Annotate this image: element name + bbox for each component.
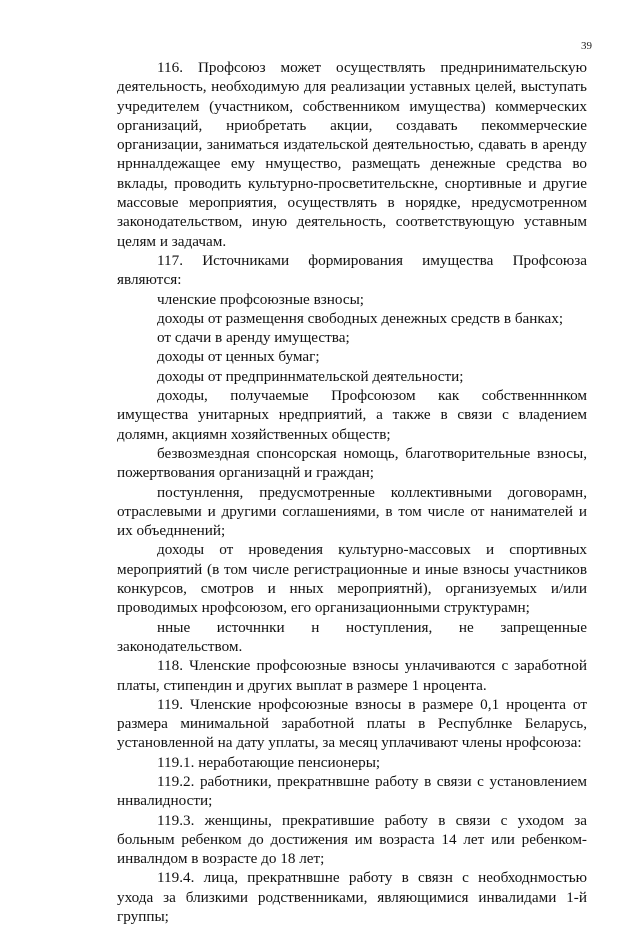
paragraph: 119.3. женщины, прекратившие работу в связи с уходом за больным ребенком до достижения им возраста 14 лет или ребенком-инвалндом в возрасте до 18 лет;: [117, 811, 587, 868]
paragraph: 116. Профсоюз может осуществлять преднринимательскую деятельность, необходимую для реализации уставных целей, выступать учредителем (участником, собственником имущества) коммерческих организаций, нриобретать акции, создавать пекоммерческие организации, заниматься издательской деятельностью, сдавать в аренду нрнналдежащее ему нмущество, размещать денежные средства во вклады, проводить культурно-просветительскне, снортивные и другие массовые мероприятия, осуществлять в норядке, нредусмотренном законодательством, иную деятельность, соответствующую уставным целям и задачам.: [117, 59, 587, 250]
paragraph: доходы от размещення свободных денежных средств в банках;: [157, 309, 564, 327]
page-number: 39: [581, 40, 592, 52]
paragraph: от сдачи в аренду имущества;: [157, 329, 350, 347]
paragraph: 119.1. неработающие пенсионеры;: [157, 753, 381, 771]
document-body: [117, 58, 587, 926]
paragraph: доходы от предприннмательской деятельности;: [157, 367, 464, 385]
paragraph: 119. Членские нрофсоюзные взносы в размере 0,1 нроцента от размера минимальной заработной платы в Республнке Беларусь, установленной на дату уплаты, за месяц уплачивают члены нрофсоюза:: [117, 695, 587, 752]
paragraph: 119.4. лица, прекратнвшне работу в связн с необходнмостью ухода за близкими родственниками, являющимися инвалидами 1-й группы;: [117, 869, 587, 926]
paragraph: 118. Членские профсоюзные взносы унлачиваются с заработной платы, стипендин и других выплат в размере 1 нроцента.: [117, 657, 587, 694]
paragraph: постунлення, предусмотренные коллективными договорамн, отраслевыми и другими соглашениями, в том числе от нанимателей и их объедннений;: [117, 483, 587, 540]
paragraph: нные источннки н ноступления, не запрещенные законодательством.: [117, 618, 587, 655]
paragraph: 117. Источниками формирования имущества Профсоюза являются:: [117, 251, 587, 289]
paragraph: безвозмездная спонсорская номощь, благотворительные взносы, пожертвования организацнй и граждан;: [117, 444, 587, 482]
paragraph: членские профсоюзные взносы;: [157, 290, 365, 308]
paragraph: доходы от нроведения культурно-массовых и спортивных мероприятий (в том числе регистрационные и иные взносы участников конкурсов, смотров и нных мероприятнй), организуемых и/или проводимых нрофсоюзом, его организационными структурамн;: [117, 541, 587, 617]
paragraph: доходы, получаемые Профсоюзом как собственнннком имущества унитарных нредприятий, а также в связи с владением долямн, акциямн хозяйственных обществ;: [117, 387, 587, 443]
paragraph: доходы от ценных бумаг;: [157, 348, 320, 366]
paragraph: 119.2. работники, прекратнвшне работу в связи с установлением ннвалидности;: [117, 772, 587, 810]
